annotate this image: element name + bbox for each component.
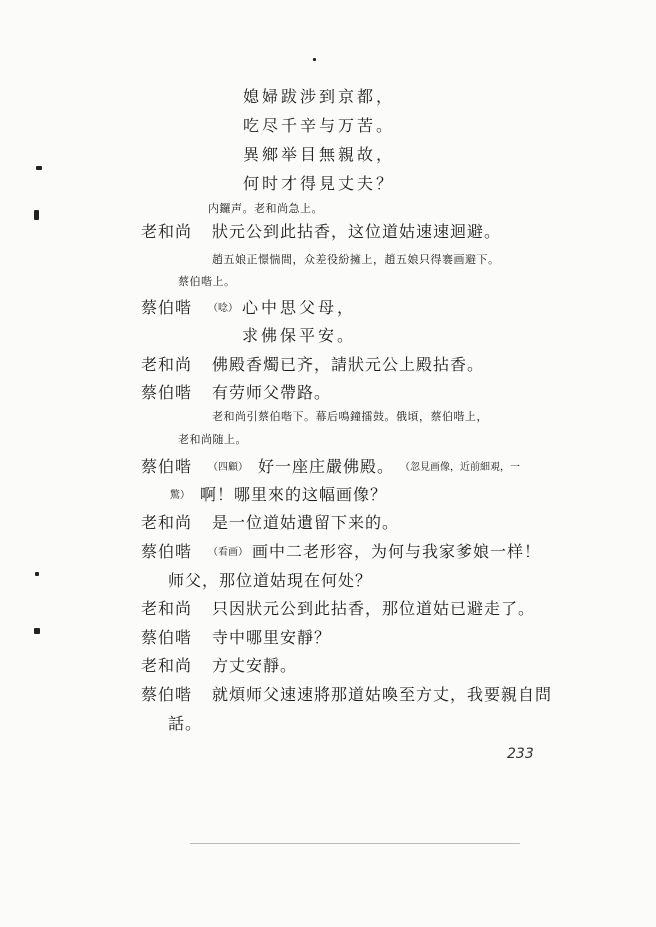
poem-line-4: 何时才得見丈夫？ [243, 174, 396, 193]
speaker-name: 蔡伯喈 [141, 457, 193, 476]
speaker-name: 蔡伯喈 [141, 628, 193, 647]
dialogue-line: 狀元公到此拈香，这位道姑速速迴避。 [212, 222, 502, 241]
dialogue-line: 啊！哪里來的这幅画像？ [200, 485, 388, 504]
stage-direction: 趙五娘正憬惴間，众差役紛擁上，趙五娘只得褰画避下。 [212, 253, 500, 266]
scan-artifact [190, 843, 520, 844]
speaker-name: 蔡伯喈 [141, 298, 193, 317]
scan-speck [35, 572, 39, 576]
speaker-name: 老和尚 [141, 355, 193, 374]
dialogue-line: 心中思父母， [242, 298, 357, 317]
stage-direction: 老和尚随上。 [178, 433, 247, 446]
scan-speck [34, 628, 40, 634]
stage-parenthetical: （看画） [208, 547, 248, 558]
poem-line-2: 吃尽千辛与万苦。 [243, 116, 396, 135]
stage-parenthetical: （忽見画像，近前細覌，一 [400, 462, 520, 473]
dialogue-line: 方丈安靜。 [212, 656, 298, 675]
stage-parenthetical: 驚） [170, 490, 190, 501]
stage-direction: 蔡伯喈上。 [178, 275, 236, 288]
dialogue-line: 求佛保平安。 [242, 326, 357, 345]
speaker-name: 老和尚 [141, 599, 193, 618]
speaker-name: 老和尚 [141, 513, 193, 532]
dialogue-line: 就煩师父速速將那道姑喚至方丈，我要親自問 [212, 685, 553, 704]
stage-parenthetical: （唸） [208, 303, 238, 314]
poem-line-1: 媳婦跋涉到京都， [243, 87, 396, 106]
dialogue-line: 好一座庄嚴佛殿。 [258, 457, 395, 476]
stage-parenthetical: （四顧） [208, 462, 248, 473]
dialogue-line: 画中二老形容，为何与我家爹娘一样！ [252, 542, 542, 561]
dialogue-line: 师父，那位道姑現在何处？ [168, 571, 373, 590]
dialogue-line: 佛殿香燭已齐，請狀元公上殿拈香。 [212, 355, 485, 374]
stage-direction: 老和尚引蔡伯喈下。幕后鳴鐘擂鼓。俄頃，蔡伯喈上， [212, 410, 488, 423]
scan-speck [36, 166, 42, 170]
dialogue-line: 是一位道姑遺留下来的。 [212, 513, 400, 532]
poem-line-3: 異鄉举目無親故， [243, 145, 396, 164]
scan-speck [34, 210, 39, 220]
speaker-name: 老和尚 [141, 656, 193, 675]
dialogue-line: 寺中哪里安靜？ [212, 628, 332, 647]
dialogue-line: 有劳师父帶路。 [212, 383, 332, 402]
speaker-name: 蔡伯喈 [141, 383, 193, 402]
speaker-name: 蔡伯喈 [141, 542, 193, 561]
dialogue-line: 話。 [168, 714, 203, 733]
scan-speck [313, 58, 316, 61]
dialogue-line: 只因狀元公到此拈香，那位道姑已避走了。 [212, 599, 536, 618]
page-number: 233 [507, 746, 534, 762]
speaker-name: 蔡伯喈 [141, 685, 193, 704]
stage-direction: 内鑼声。老和尚急上。 [208, 202, 323, 215]
speaker-name: 老和尚 [141, 222, 193, 241]
